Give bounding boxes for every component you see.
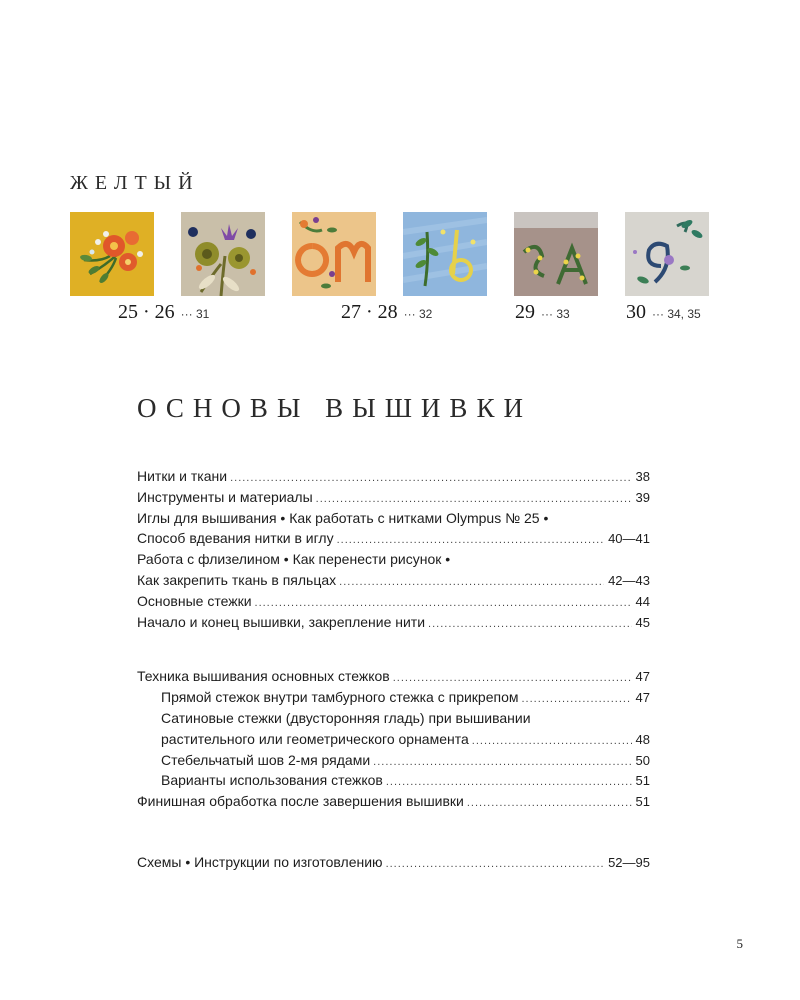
toc-entry[interactable]: Начало и конец вышивки, закрепление нити ..... 45 xyxy=(137,614,650,635)
toc-entry[interactable]: Финишная обработка после завершения вышивки ..... 51 xyxy=(137,793,650,814)
thumbnail-letters-sa[interactable] xyxy=(514,212,598,296)
toc-subentry[interactable]: растительного или геометрического орнамента ..... 48 xyxy=(137,731,650,752)
toc-subentry[interactable]: Варианты использования стежков ..... 51 xyxy=(137,772,650,793)
main-title: ОСНОВЫ ВЫШИВКИ xyxy=(137,393,532,423)
page-number: 5 xyxy=(736,936,743,951)
thumbnail-letters-om[interactable] xyxy=(292,212,376,296)
toc-entry[interactable]: Основные стежки ..... 44 xyxy=(137,593,650,614)
toc-entry[interactable]: Работа с флизелином • Как перенести рисунок • xyxy=(137,551,451,568)
toc-subentry[interactable]: Стебельчатый шов 2-мя рядами ..... 50 xyxy=(137,752,650,773)
number-27-28: 27 · 28 ··· 32 xyxy=(341,301,433,323)
number-29: 29 ··· 33 xyxy=(515,301,570,323)
number-30: 30 ··· 34, 35 xyxy=(626,301,701,323)
thumbnail-letters-fb[interactable] xyxy=(403,212,487,296)
toc-subentry[interactable]: Прямой стежок внутри тамбурного стежка с прикрепом ..... 47 xyxy=(137,689,650,710)
toc-entry[interactable]: Как закрепить ткань в пяльцах ..... 42—43 xyxy=(137,572,650,593)
toc-entry[interactable]: Техника вышивания основных стежков ..... 47 xyxy=(137,668,650,689)
toc-entry[interactable]: Схемы • Инструкции по изготовлению ..... 52—95 xyxy=(137,854,650,875)
toc-entry[interactable]: Способ вдевания нитки в иглу ..... 40—41 xyxy=(137,530,650,551)
thumbnail-letter-g[interactable] xyxy=(625,212,709,296)
table-of-contents xyxy=(137,468,650,875)
toc-entry[interactable]: Иглы для вышивания • Как работать с нитками Olympus № 25 • xyxy=(137,509,549,526)
thumbnail-yellow-flowers[interactable] xyxy=(70,212,154,296)
toc-entry[interactable]: Инструменты и материалы ..... 39 xyxy=(137,489,650,510)
section-title: ЖЕЛТЫЙ xyxy=(70,172,200,194)
thumbnail-olive-flowers[interactable] xyxy=(181,212,265,296)
toc-entry[interactable]: Нитки и ткани ..... 38 xyxy=(137,468,650,489)
toc-subentry[interactable]: Сатиновые стежки (двусторонняя гладь) при вышивании xyxy=(161,709,531,726)
number-25-26: 25 · 26 ··· 31 xyxy=(118,301,210,323)
